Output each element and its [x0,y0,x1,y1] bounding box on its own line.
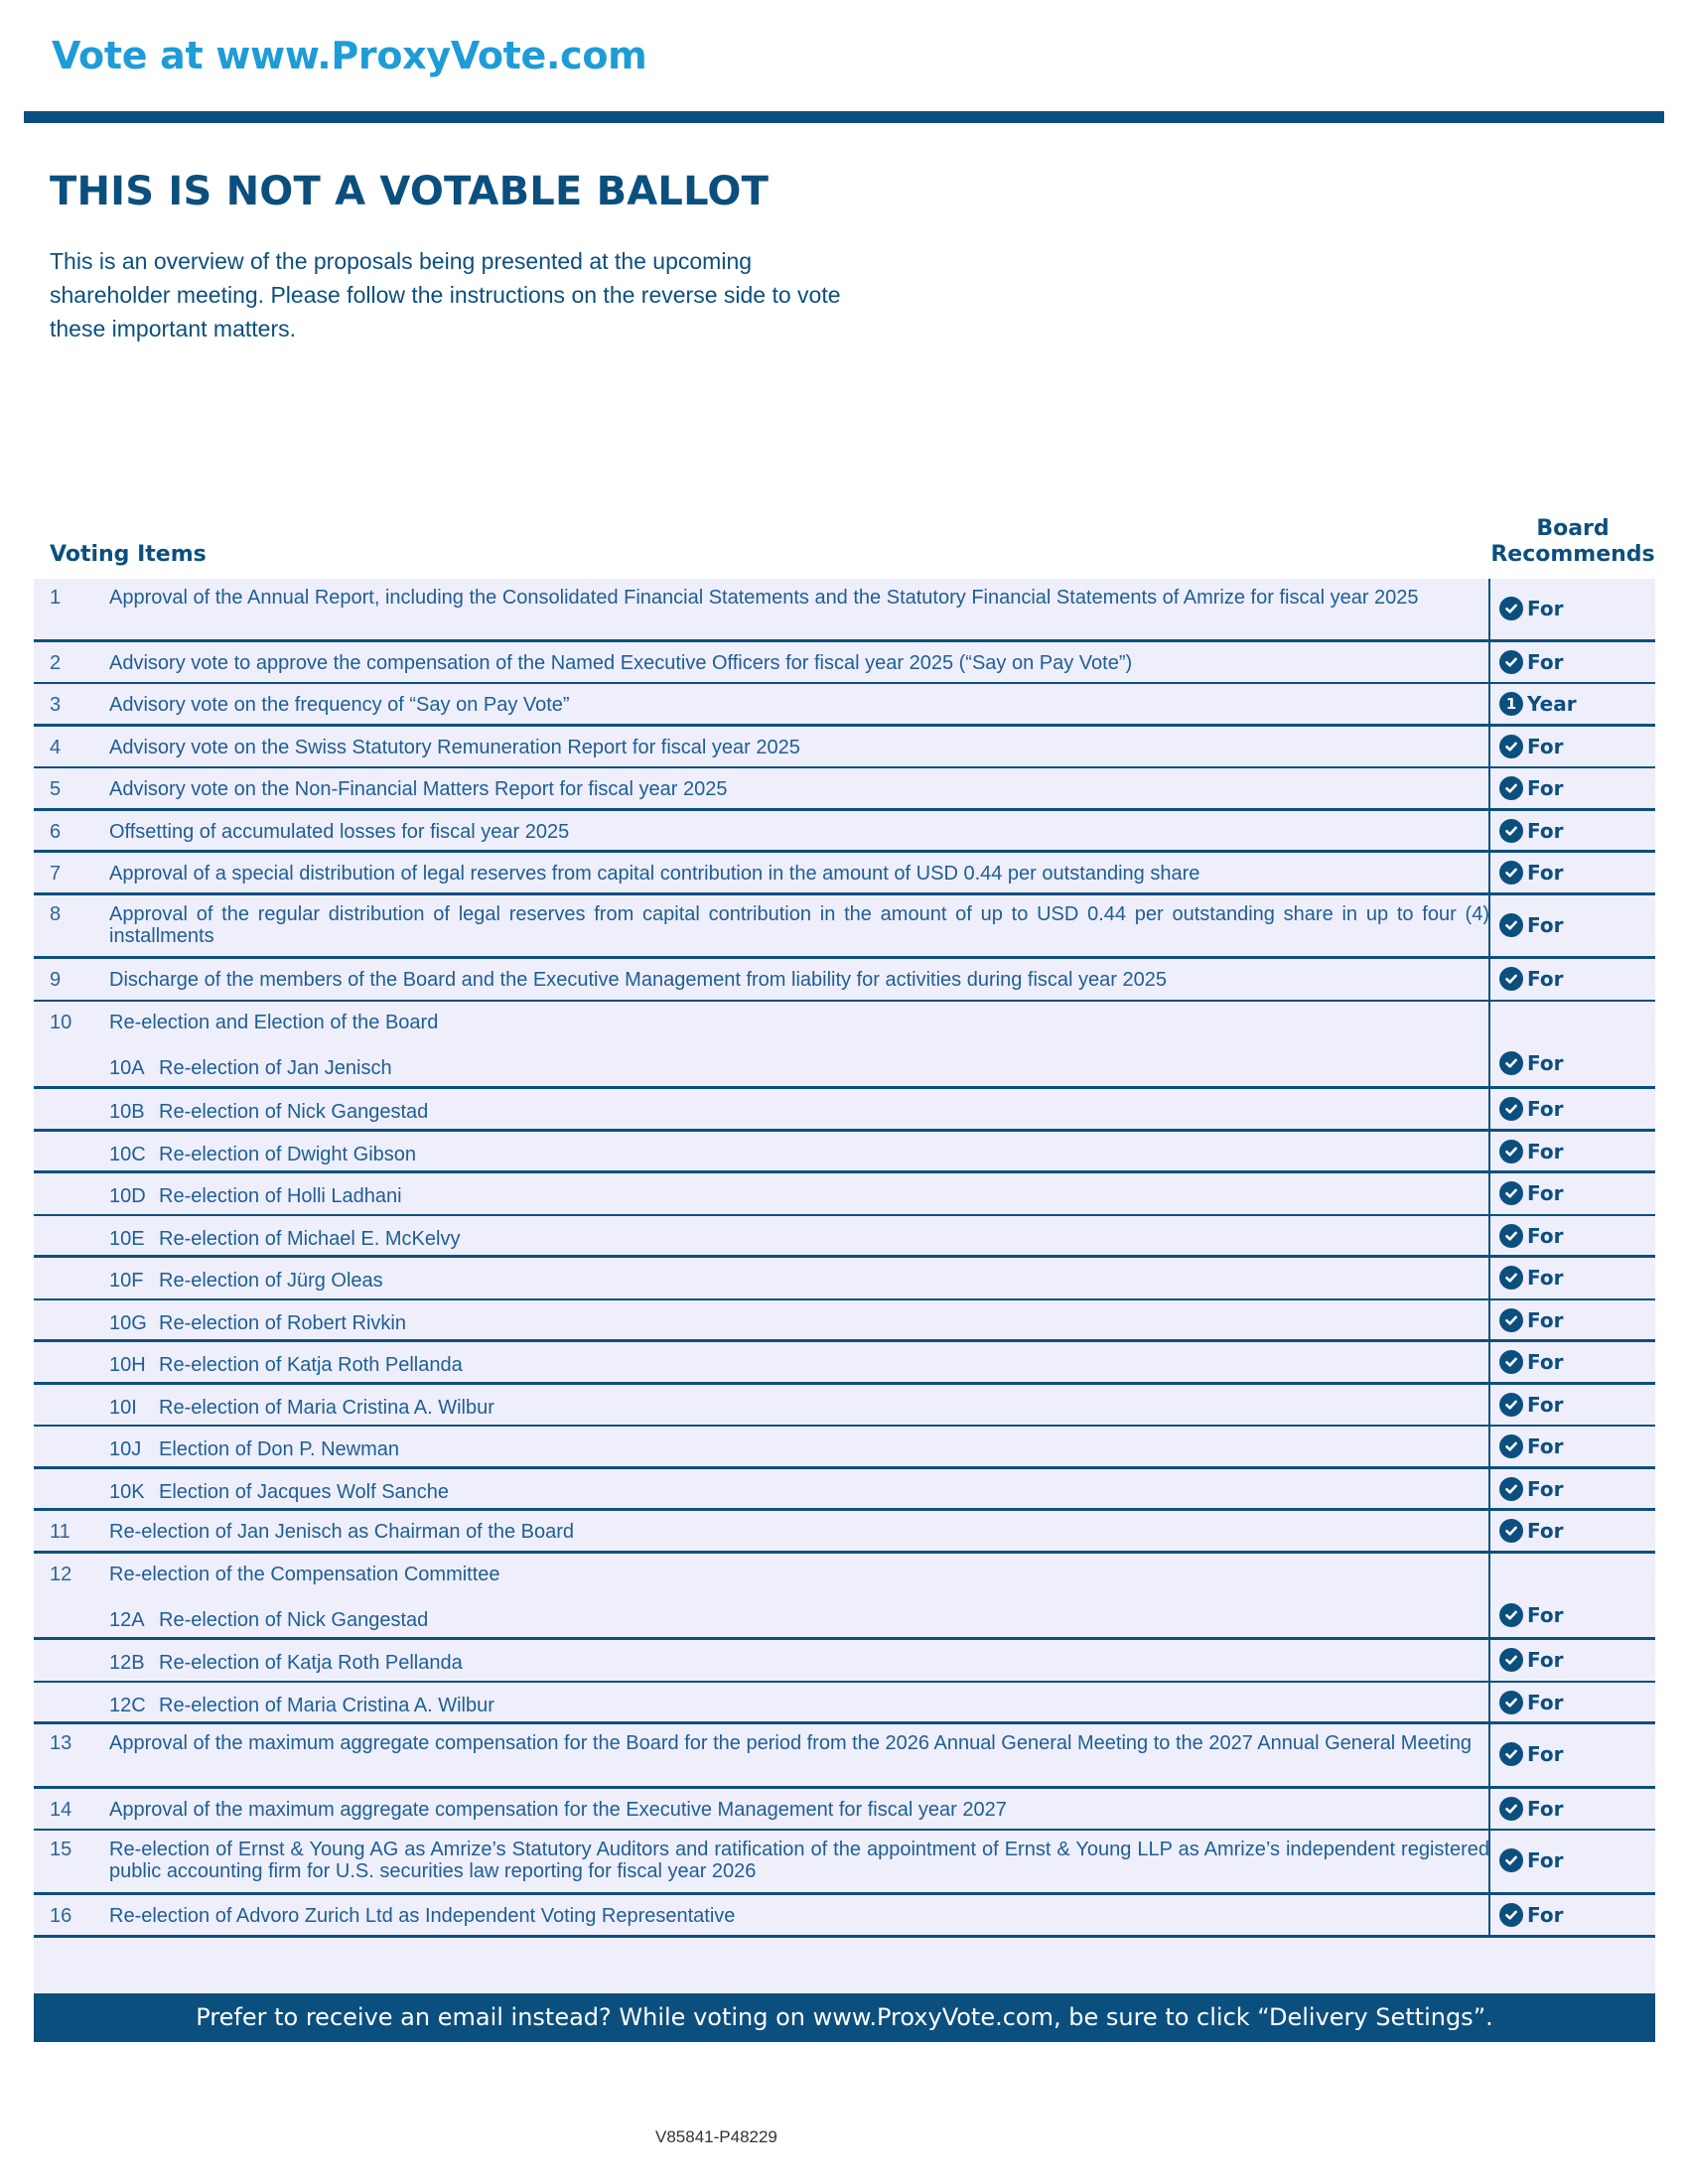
item-number: 10 [50,1012,72,1033]
board-recommends-header [1489,516,1656,568]
check-circle-icon [1499,1224,1523,1248]
recommendation-label: For [1527,1181,1564,1205]
table-row [34,811,1655,853]
sub-item-code: 10C [109,1143,146,1165]
sub-item-text: Re-election of Maria Cristina A. Wilbur [159,1694,494,1716]
recommendation-label: For [1527,1476,1564,1501]
item-text: Approval of the regular distribution of legal reserves from capital contribution in the amount of up to USD 0.44 per outstanding share in up to four (4) installments [109,903,1489,947]
sub-item-text: Election of Jacques Wolf Sanche [159,1480,450,1503]
table-row [34,768,1655,811]
vote-at-url-heading: Vote at www.ProxyVote.com [52,34,647,77]
check-circle-icon [1499,776,1523,800]
sub-item-text: Election of Don P. Newman [159,1438,399,1460]
board-recommendation [1499,1181,1563,1205]
check-circle-icon [1499,1434,1523,1458]
recommendation-label: For [1527,1603,1564,1627]
board-recommendation [1499,1308,1563,1332]
board-recommendation [1499,1224,1563,1248]
item-number: 3 [50,694,62,716]
check-circle-icon [1499,1603,1523,1627]
check-circle-icon [1499,1140,1523,1163]
table-row [34,1724,1655,1789]
recommendation-label: For [1527,1742,1564,1766]
column-divider [1488,1132,1490,1174]
board-recommendation [1499,1742,1563,1766]
number-one-circle-icon: 1 [1499,692,1523,716]
table-row [34,1342,1655,1385]
check-circle-icon [1499,1903,1523,1927]
sub-item-code: 10I [109,1396,137,1419]
board-recommendation [1499,650,1563,674]
check-circle-icon [1499,1266,1523,1290]
item-number: 15 [50,1839,72,1860]
recommendation-label: For [1527,1434,1564,1458]
item-text: Re-election of Jan Jenisch as Chairman of the Board [109,1521,575,1543]
recommendation-label: For [1527,1848,1564,1872]
item-number: 4 [50,737,62,758]
header-divider-bar [24,111,1664,123]
item-number: 6 [50,821,62,843]
sub-item-text: Re-election of Jan Jenisch [159,1057,392,1079]
board-recommendation [1499,1797,1563,1821]
sub-item-code: 10F [109,1270,144,1292]
check-circle-icon [1499,1742,1523,1766]
sub-item-text: Re-election of Katja Roth Pellanda [159,1354,463,1376]
table-row [34,1216,1655,1259]
table-row [34,684,1655,727]
board-recommendation [1499,1393,1563,1417]
intro-paragraph: This is an overview of the proposals being presented at the upcoming shareholder meeting. Please follow the instructions on the reverse side to vote these important matters. [50,248,841,341]
board-recommendation [1499,1477,1563,1501]
item-number: 7 [50,863,62,885]
item-text: Re-election of Advoro Zurich Ltd as Independent Voting Representative [109,1905,736,1927]
recommendation-label: For [1527,735,1564,758]
board-recommendation [1499,1903,1563,1927]
board-recommendation [1499,1603,1563,1627]
table-row [34,1300,1655,1343]
recommendation-label: For [1527,1690,1564,1714]
sub-item-code: 10H [109,1354,146,1376]
table-row [34,1831,1655,1895]
check-circle-icon [1499,861,1523,885]
board-recommendation [1499,1848,1563,1872]
voting-items-header: Voting Items [50,542,207,567]
sub-item-code: 10E [109,1227,145,1250]
item-text: Approval of the maximum aggregate compensation for the Executive Management for fiscal year 2027 [109,1799,1007,1821]
column-divider [1488,1427,1490,1469]
check-circle-icon [1499,1691,1523,1714]
sub-item-code: 10J [109,1438,142,1460]
recommendation-label: For [1527,1223,1564,1248]
sub-item-text: Re-election of Nick Gangestad [159,1609,429,1631]
table-row [34,1089,1655,1132]
recommendation-label: For [1527,967,1564,991]
check-circle-icon [1499,735,1523,758]
recommendation-label: For [1527,1903,1564,1927]
recommendation-label: For [1527,1097,1564,1121]
item-text: Advisory vote on the frequency of “Say on Pay Vote” [109,694,570,716]
sub-item-text: Re-election of Katja Roth Pellanda [159,1652,463,1674]
column-divider [1488,1216,1490,1259]
board-recommendation [1499,692,1577,716]
check-circle-icon [1499,1181,1523,1205]
recommendation-label: For [1527,1051,1564,1075]
board-recommendation [1499,1350,1563,1374]
recommendation-label: For [1527,1648,1564,1672]
item-text: Offsetting of accumulated losses for fiscal year 2025 [109,821,570,843]
check-circle-icon [1499,1097,1523,1121]
table-row [34,1385,1655,1428]
column-divider [1488,1385,1490,1429]
sub-item-code: 12C [109,1694,146,1716]
item-number: 11 [50,1521,70,1543]
item-text: Advisory vote to approve the compensation of the Named Executive Officers for fiscal year 2025 (“Say on Pay Vote”) [109,652,1133,674]
check-circle-icon [1499,1848,1523,1872]
recommendation-label: For [1527,776,1564,800]
board-recommendation [1499,597,1563,620]
sub-item-code: 12B [109,1652,145,1674]
item-number: 14 [50,1799,72,1821]
check-circle-icon [1499,1519,1523,1543]
item-number: 13 [50,1732,72,1754]
column-divider [1488,1342,1490,1385]
table-row [34,1683,1655,1725]
recommendation-label: For [1527,1519,1564,1543]
board-recommendation [1499,776,1563,800]
board-recommendation [1499,1434,1563,1458]
recommendation-label: For [1527,1350,1564,1374]
check-circle-icon [1499,1648,1523,1672]
table-row [34,642,1655,684]
table-row [34,1132,1655,1174]
check-circle-icon [1499,1051,1523,1075]
board-recommendation [1499,1097,1563,1121]
sub-item-text: Re-election of Jürg Oleas [159,1270,383,1292]
board-recommendation [1499,1691,1563,1714]
email-delivery-banner: Prefer to receive an email instead? While voting on www.ProxyVote.com, be sure to click “Delivery Settings”. [34,1993,1655,2042]
sub-item-code: 10G [109,1311,147,1334]
item-text: Discharge of the members of the Board and the Executive Management from liability for activities during fiscal year 2025 [109,969,1167,991]
column-divider [1488,1469,1490,1512]
check-circle-icon [1499,650,1523,674]
table-row [34,1511,1655,1554]
column-divider [1488,1089,1490,1132]
board-recommendation [1499,861,1563,885]
check-circle-icon [1499,819,1523,843]
item-text: Approval of the maximum aggregate compensation for the Board for the period from the 2026 Annual General Meeting to the 2027 Annual General Meeting [109,1732,1472,1754]
board-recommendation [1499,1648,1563,1672]
item-text: Approval of a special distribution of legal reserves from capital contribution in the amount of USD 0.44 per outstanding share [109,863,1200,885]
recommendation-label: Year [1527,692,1577,716]
check-circle-icon [1499,1308,1523,1332]
page-title: THIS IS NOT A VOTABLE BALLOT [50,169,770,214]
board-recommendation [1499,1266,1563,1290]
sub-item-text: Re-election of Holli Ladhani [159,1185,402,1207]
check-circle-icon [1499,1350,1523,1374]
check-circle-icon [1499,967,1523,991]
table-row [34,727,1655,768]
column-divider [1488,1173,1490,1217]
sub-item-code: 10D [109,1185,146,1207]
sub-item-text: Re-election of Nick Gangestad [159,1101,429,1123]
recommendation-label: For [1527,1266,1564,1290]
board-recommends-line2: Recommends [1490,542,1655,567]
table-row [34,1002,1655,1089]
table-row [34,1895,1655,1938]
recommendation-label: For [1527,1139,1564,1163]
board-recommendation [1499,735,1563,758]
sub-item-text: Re-election of Robert Rivkin [159,1311,406,1334]
board-recommendation [1499,1051,1563,1075]
item-number: 5 [50,778,62,800]
item-text: Advisory vote on the Swiss Statutory Remuneration Report for fiscal year 2025 [109,737,800,758]
item-number: 12 [50,1564,72,1585]
check-circle-icon [1499,913,1523,937]
table-row [34,1789,1655,1831]
table-row [34,1469,1655,1512]
table-row [34,1258,1655,1300]
item-text: Approval of the Annual Report, including the Consolidated Financial Statements and the Statutory Financial Statements of Amrize for fiscal year 2025 [109,587,1419,609]
table-row [34,1554,1655,1640]
check-circle-icon [1499,1477,1523,1501]
table-row [34,1640,1655,1683]
item-number: 16 [50,1905,72,1927]
column-divider [1488,1258,1490,1301]
item-text: Advisory vote on the Non-Financial Matters Report for fiscal year 2025 [109,778,728,800]
table-row [34,579,1655,642]
recommendation-label: For [1527,1392,1564,1417]
sub-item-text: Re-election of Michael E. McKelvy [159,1227,461,1250]
table-row [34,1173,1655,1216]
table-row [34,895,1655,959]
sub-item-code: 12A [109,1609,145,1631]
item-text: Re-election and Election of the Board [109,1012,439,1033]
board-recommendation [1499,967,1563,991]
sub-item-text: Re-election of Maria Cristina A. Wilbur [159,1396,494,1419]
check-circle-icon [1499,1797,1523,1821]
recommendation-label: For [1527,861,1564,885]
board-recommends-line1: Board [1536,516,1610,541]
item-number: 1 [50,587,62,609]
recommendation-label: For [1527,597,1564,620]
recommendation-label: For [1527,650,1564,674]
document-code: V85841-P48229 [655,2127,777,2146]
table-row [34,853,1655,895]
check-circle-icon [1499,1393,1523,1417]
recommendation-label: For [1527,819,1564,843]
board-recommendation [1499,1519,1563,1543]
item-number: 9 [50,969,62,991]
item-text: Re-election of Ernst & Young AG as Amrize’s Statutory Auditors and ratification of the appointment of Ernst & Young LLP as Amrize’s independent registered public accounting firm for U.S. securities law reporting for fiscal year 2026 [109,1839,1489,1882]
check-circle-icon [1499,597,1523,620]
sub-item-code: 10K [109,1480,145,1503]
item-number: 8 [50,903,62,925]
item-number: 2 [50,652,62,674]
recommendation-label: For [1527,913,1564,937]
recommendation-label: For [1527,1797,1564,1821]
table-row [34,959,1655,1002]
sub-item-code: 10A [109,1057,145,1079]
table-row [34,1427,1655,1469]
item-text: Re-election of the Compensation Committee [109,1564,500,1585]
sub-item-code: 10B [109,1101,145,1123]
voting-items-table [34,579,1655,2017]
board-recommendation [1499,913,1563,937]
column-divider [1488,1300,1490,1343]
column-divider [1488,1683,1490,1725]
board-recommendation [1499,819,1563,843]
board-recommendation [1499,1140,1563,1163]
sub-item-text: Re-election of Dwight Gibson [159,1143,417,1165]
recommendation-label: For [1527,1307,1564,1332]
column-divider [1488,1640,1490,1684]
